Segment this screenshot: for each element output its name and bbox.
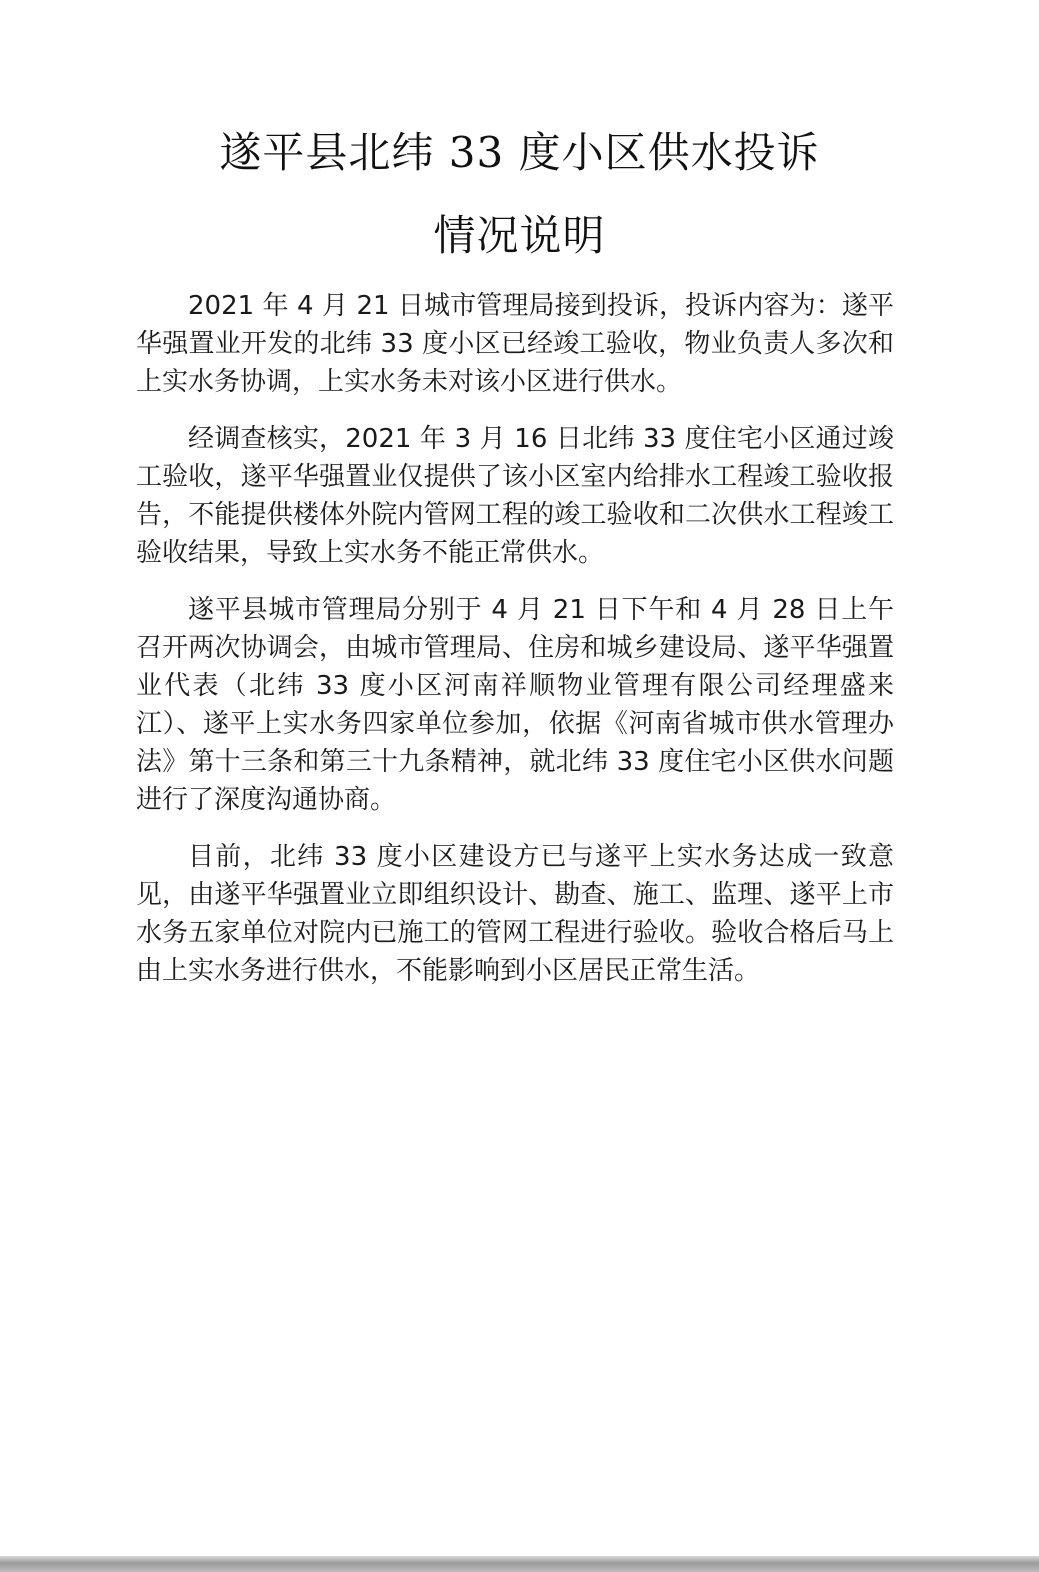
paragraph-meetings: 遂平县城市管理局分别于 4 月 21 日下午和 4 月 28 日上午召开两次协调会，由城市管理局、住房和城乡建设局、遂平华强置业代表（北纬 33 度小区河南祥顺物业管理有限公司经理盛来江）、遂平上实水务四家单位参加，依据《河南省城市供水管理办法》第十三条和第三十九条精神，就北纬 33 度住宅小区供水问题进行了深度沟通协商。 bbox=[136, 595, 894, 815]
paragraph-resolution: 目前，北纬 33 度小区建设方已与遂平上实水务达成一致意见，由遂平华强置业立即组织设计、勘查、施工、监理、遂平上市水务五家单位对院内已施工的管网工程进行验收。验收合格后马上由上实水务进行供水，不能影响到小区居民正常生活。 bbox=[136, 842, 894, 986]
paragraph-complaint: 2021 年 4 月 21 日城市管理局接到投诉，投诉内容为：遂平华强置业开发的北纬 33 度小区已经竣工验收，物业负责人多次和上实水务协调，上实水务未对该小区进行供水。 bbox=[136, 291, 894, 397]
document-title-line-2: 情况说明 bbox=[433, 211, 606, 260]
bottom-edge-bar bbox=[0, 1556, 1039, 1572]
document-title-line-1: 遂平县北纬 33 度小区供水投诉 bbox=[219, 128, 820, 177]
document-body bbox=[136, 287, 894, 990]
paragraph-investigation: 经调查核实，2021 年 3 月 16 日北纬 33 度住宅小区通过竣工验收，遂平华强置业仅提供了该小区室内给排水工程竣工验收报告，不能提供楼体外院内管网工程的竣工验收和二次供水工程竣工验收结果，导致上实水务不能正常供水。 bbox=[136, 424, 894, 568]
